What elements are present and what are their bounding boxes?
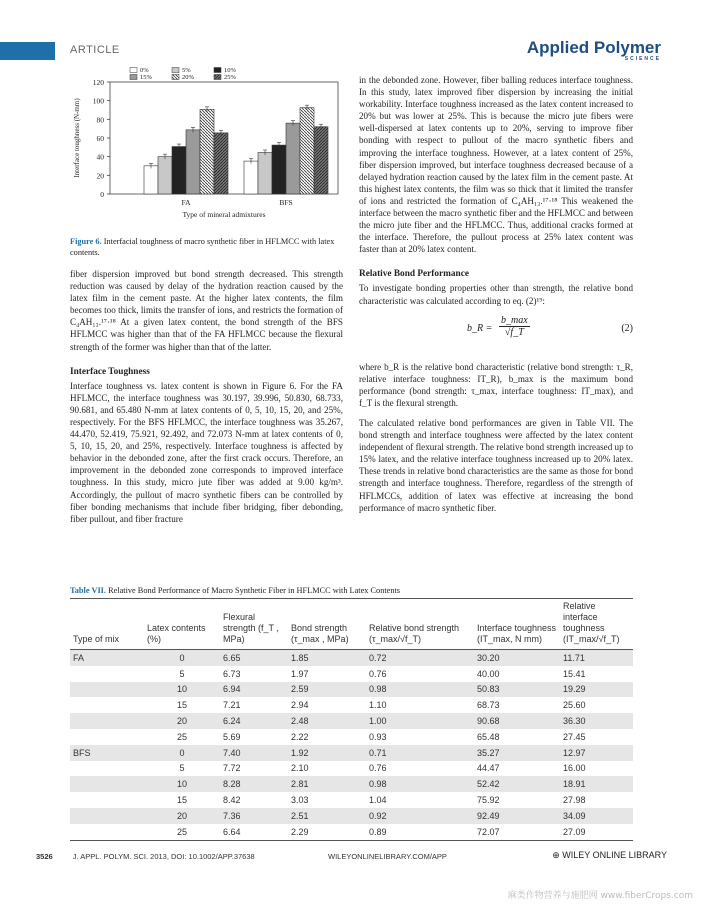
legend-swatch (130, 75, 137, 80)
table-cell: 2.81 (288, 776, 366, 792)
table-vii (70, 598, 633, 841)
journal-subtitle: SCIENCE (624, 56, 661, 62)
x-tick-label: BFS (279, 198, 293, 207)
equation-2 (359, 315, 633, 349)
table-cell (70, 761, 144, 777)
wiley-logo-icon: ⊕ (552, 850, 560, 860)
table-cell: 8.28 (220, 776, 288, 792)
table-cell (70, 808, 144, 824)
right-paragraph-3: where b_R is the relative bond characteristic (relative bond strength: τ_R, relative interface toughness: IT_R), b_max is the maximum bond performance (bond strength: τ_max, interface toughness: IT_max), and f_T is the flexural strength. (359, 361, 633, 408)
table-cell: BFS (70, 745, 144, 761)
table-cell: 27.98 (563, 795, 586, 806)
table-row (70, 650, 633, 666)
table-row (70, 761, 633, 777)
table-row (70, 745, 633, 761)
equation-number: (2) (621, 322, 633, 334)
legend-swatch (130, 68, 137, 73)
right-paragraph-4: The calculated relative bond performances are given in Table VII. The bond strength and interface toughness were affected by the latex content independent of flexural strength. The relative bond strength increased up to 15% latex, and the relative interface toughness increased up to 20% latex. These trends in relative bond characteristics are the same as those for bond strength and interface toughness. Therefore, regardless of the strength of HFLMCCs, addition of latex was effective at increasing the bond performance of macro synthetic fiber. (359, 417, 633, 513)
table-cell (70, 682, 144, 698)
table-row (70, 713, 633, 729)
figure-6-chart (70, 65, 343, 225)
table-cell: 1.10 (369, 700, 387, 711)
table-cell: 10 (144, 776, 220, 792)
table-cell: 68.73 (477, 700, 500, 711)
table-cell: 2.29 (288, 824, 366, 840)
table-row (70, 729, 633, 745)
right-paragraph-2: To investigate bonding properties other than strength, the relative bond characteristic was calculated according to eq. (2)¹⁹: (359, 283, 633, 306)
table-cell: 0.76 (369, 763, 387, 774)
table-cell: 6.64 (220, 824, 288, 840)
table-cell: 20 (144, 713, 220, 729)
publisher-name: WILEY ONLINE LIBRARY (562, 850, 667, 860)
header-latex-contents: Latex contents (%) (144, 599, 220, 650)
left-paragraph-1: fiber dispersion improved but bond strength decreased. This strength reduction was caused by delay of the hydration reaction caused by the latex film in the cement paste. At the higher latex contents, the film becomes too thick, limits the transfer of ions, and restricts the formation of C₄AH₁₃.¹⁷·¹⁸ At a given latex content, the bond strength of the BFS HFLMCC was higher than that of the FA HFLMCC because the flexural strength of the former was higher than that of the latter. (70, 269, 343, 352)
bar-fa-0pct (144, 166, 158, 194)
table-cell (70, 824, 144, 840)
right-column (359, 74, 633, 522)
table-cell (70, 776, 144, 792)
table-cell: 92.49 (474, 808, 560, 824)
table-cell: 1.85 (288, 650, 366, 666)
legend-label: 25% (224, 74, 236, 81)
equation-fraction (499, 315, 530, 338)
legend-label: 15% (140, 74, 152, 81)
bar-bfs-25pct (314, 127, 328, 194)
table-header-row (70, 599, 633, 650)
table-cell: 36.30 (560, 713, 633, 729)
header-interface-toughness: Interface toughness (IT_max, N mm) (474, 599, 560, 650)
equation-denominator: √f_T (504, 326, 524, 338)
footer-citation (36, 852, 255, 861)
footer-publisher (552, 850, 667, 861)
table-cell: 44.47 (477, 763, 500, 774)
y-tick-label: 100 (92, 96, 104, 106)
legend-swatch (214, 68, 221, 73)
table-cell: 30.20 (474, 650, 560, 666)
legend-label: 0% (140, 67, 149, 74)
table-cell: 27.09 (560, 824, 633, 840)
table-cell: 0.71 (366, 745, 474, 761)
journal-name: Applied Polymer (526, 38, 661, 57)
article-label: ARTICLE (70, 44, 120, 56)
table-cell: 2.10 (291, 763, 309, 774)
bar-bfs-20pct (300, 108, 314, 194)
table-cell: 8.42 (223, 795, 241, 806)
table-cell (70, 666, 144, 682)
table-cell: 0.98 (366, 682, 474, 698)
bar-fa-15pct (186, 130, 200, 194)
bar-fa-25pct (214, 133, 228, 194)
watermark: 麻类作物营养与施肥网 www.fiberCrops.com (507, 891, 693, 901)
table-cell: FA (70, 650, 144, 666)
table-row (70, 824, 633, 840)
table-row (70, 666, 633, 682)
table-cell: 40.00 (477, 668, 500, 679)
equation-numerator: b_max (501, 314, 528, 326)
bar-bfs-15pct (286, 123, 300, 194)
bar-bfs-5pct (258, 152, 272, 194)
x-tick-label: FA (181, 198, 191, 207)
table-cell: 0.76 (369, 668, 387, 679)
table-cell: 10 (144, 682, 220, 698)
table-cell: 90.68 (474, 713, 560, 729)
table-cell: 0.98 (366, 776, 474, 792)
figure-caption-text: Interfacial toughness of macro synthetic fiber in HFLMCC with latex contents. (70, 237, 335, 257)
interface-toughness-heading: Interface Toughness (70, 366, 150, 377)
table-cell: 7.72 (223, 763, 241, 774)
table-cell (70, 697, 144, 713)
y-tick-label: 0 (100, 190, 104, 199)
table-cell: 2.51 (288, 808, 366, 824)
header-relative-bond-strength: Relative bond strength (τ_max/√f_T) (366, 599, 474, 650)
left-column (70, 65, 343, 533)
bar-fa-5pct (158, 157, 172, 194)
y-axis-label: Interface toughness (N-mm) (73, 98, 81, 178)
table-cell: 0.93 (369, 731, 387, 742)
header-type-of-mix: Type of mix (70, 599, 144, 650)
equation-lhs: b_R = (467, 322, 493, 334)
table-row (70, 682, 633, 698)
table-row (70, 697, 633, 713)
table-cell: 1.92 (288, 745, 366, 761)
table-cell: 20 (144, 808, 220, 824)
table-cell (70, 792, 144, 808)
table-cell: 19.29 (560, 682, 633, 698)
table-cell: 1.04 (369, 795, 387, 806)
table-cell: 0 (144, 650, 220, 666)
legend-label: 10% (224, 67, 236, 74)
bar-fa-10pct (172, 147, 186, 194)
header-relative-interface-toughness: Relative interface toughness (IT_max/√f_T) (560, 599, 633, 650)
table-cell: 27.45 (563, 731, 586, 742)
table-cell (70, 729, 144, 745)
table-cell: 5.69 (223, 731, 241, 742)
table-cell: 6.73 (223, 668, 241, 679)
y-tick-label: 20 (96, 171, 104, 181)
y-tick-label: 80 (96, 115, 104, 125)
legend-swatch (214, 75, 221, 80)
header-flexural-strength: Flexural strength (f_T , MPa) (220, 599, 288, 650)
legend-swatch (172, 68, 179, 73)
right-paragraph-1: in the debonded zone. However, fiber balling reduces interface toughness. In this study, latex improved fiber dispersion by increasing the initial workability. Interface toughness increased as the latex content increased to 20% but was lower at 25%. This is because the micro jute fibers were well-dispersed at latex contents up to 20%, serving to improve fiber bonding with respect to pullout of the macro synthetic fibers and improving the interface toughness. However, at a latex content of 25%, fiber dispersion improved, but interface toughness decreased because of a delayed hydration reaction caused by the latex film in the cement paste. At this highest latex contents, the film was so thick that it limited the transfer of ions and restricted the formation of C₄AH₁₃.¹⁷·¹⁸ This weakened the interface between the macro synthetic fiber and the HFLMCC and between the micro jute fiber and the HFLMCC. Thus, additional cracks formed at the interface. Therefore, the pullout process at 25% latex content was faster than at 20% latex content. (359, 75, 633, 255)
table-cell: 65.48 (477, 731, 500, 742)
table-cell: 25 (144, 824, 220, 840)
journal-logo (527, 38, 661, 62)
table-cell: 0 (144, 745, 220, 761)
header-accent-bar (0, 42, 55, 60)
table-cell: 3.03 (291, 795, 309, 806)
table-cell: 7.36 (220, 808, 288, 824)
table-cell (70, 713, 144, 729)
citation-text: J. APPL. POLYM. SCI. 2013, DOI: 10.1002/APP.37638 (72, 852, 255, 861)
table-cell: 0.72 (366, 650, 474, 666)
table-row (70, 792, 633, 808)
table-cell: 25.60 (563, 700, 586, 711)
legend-label: 5% (182, 67, 191, 74)
table-cell: 0.89 (366, 824, 474, 840)
table-cell: 15 (176, 700, 187, 711)
table-cell: 5 (179, 668, 185, 679)
table-cell: 12.97 (560, 745, 633, 761)
legend-label: 20% (182, 74, 194, 81)
bar-bfs-0pct (244, 161, 258, 194)
table-caption-label: Table VII. (70, 586, 106, 595)
table-cell: 2.94 (291, 700, 309, 711)
table-caption-text: Relative Bond Performance of Macro Synthetic Fiber in HFLMCC with Latex Contents (108, 586, 401, 595)
page-number: 3526 (36, 852, 53, 861)
table-cell: 7.40 (220, 745, 288, 761)
table-row (70, 776, 633, 792)
table-cell: 52.42 (474, 776, 560, 792)
table-cell: 2.22 (291, 731, 309, 742)
table-cell: 5 (179, 763, 185, 774)
table-cell: 2.59 (288, 682, 366, 698)
figure-caption-label: Figure 6. (70, 237, 102, 246)
table-cell: 11.71 (560, 650, 633, 666)
y-tick-label: 60 (96, 134, 104, 143)
figure-caption (70, 236, 343, 258)
table-cell: 15.41 (563, 668, 586, 679)
table-cell: 1.97 (291, 668, 309, 679)
table-cell: 15 (176, 795, 187, 806)
table-cell: 50.83 (474, 682, 560, 698)
table-cell: 18.91 (560, 776, 633, 792)
table-row (70, 808, 633, 824)
table-cell: 2.48 (288, 713, 366, 729)
table-cell: 1.00 (366, 713, 474, 729)
relative-bond-heading: Relative Bond Performance (359, 269, 469, 280)
bar-bfs-10pct (272, 145, 286, 194)
left-paragraph-2: Interface toughness vs. latex content is shown in Figure 6. For the FA HFLMCC, the interface toughness was 30.197, 39.996, 50.830, 68.733, 90.681, and 65.480 N-mm at latex contents of 0, 5, 10, 15, 20, and 25%, respectively. For the BFS HFLMCC, the interface toughness was 35.267, 44.470, 52.419, 75.921, 92.492, and 72.073 N-mm at latex contents of 0, 5, 10, 15, 20, and 25%, respectively. Interface toughness is affected by behavior in the debonded zone, after the first crack occurs. Therefore, an improvement in the debonded zone corresponds to improved interface toughness. In this study, micro jute fiber was added at 9.00 kg/m³. Accordingly, the pullout of macro synthetic fibers can be controlled by fiber bonding mechanisms that include fiber bridging, fiber debonding, fiber pullout, and fiber fracture (70, 380, 343, 524)
footer-website: WILEYONLINELIBRARY.COM/APP (328, 852, 447, 861)
header-bond-strength: Bond strength (τ_max , MPa) (288, 599, 366, 650)
x-axis-label: Type of mineral admixtures (182, 210, 266, 219)
table-cell: 16.00 (563, 763, 586, 774)
legend-swatch (172, 75, 179, 80)
y-tick-label: 120 (92, 78, 104, 87)
table-cell: 25 (176, 731, 187, 742)
table-cell: 7.21 (223, 700, 241, 711)
table-cell: 6.65 (220, 650, 288, 666)
table-cell: 6.24 (220, 713, 288, 729)
table-cell: 6.94 (220, 682, 288, 698)
table-cell: 0.92 (366, 808, 474, 824)
table-caption (70, 586, 400, 595)
table-cell: 72.07 (474, 824, 560, 840)
bar-fa-20pct (200, 109, 214, 194)
table-cell: 35.27 (474, 745, 560, 761)
y-tick-label: 40 (96, 152, 104, 162)
table-cell: 75.92 (477, 795, 500, 806)
table-cell: 34.09 (560, 808, 633, 824)
